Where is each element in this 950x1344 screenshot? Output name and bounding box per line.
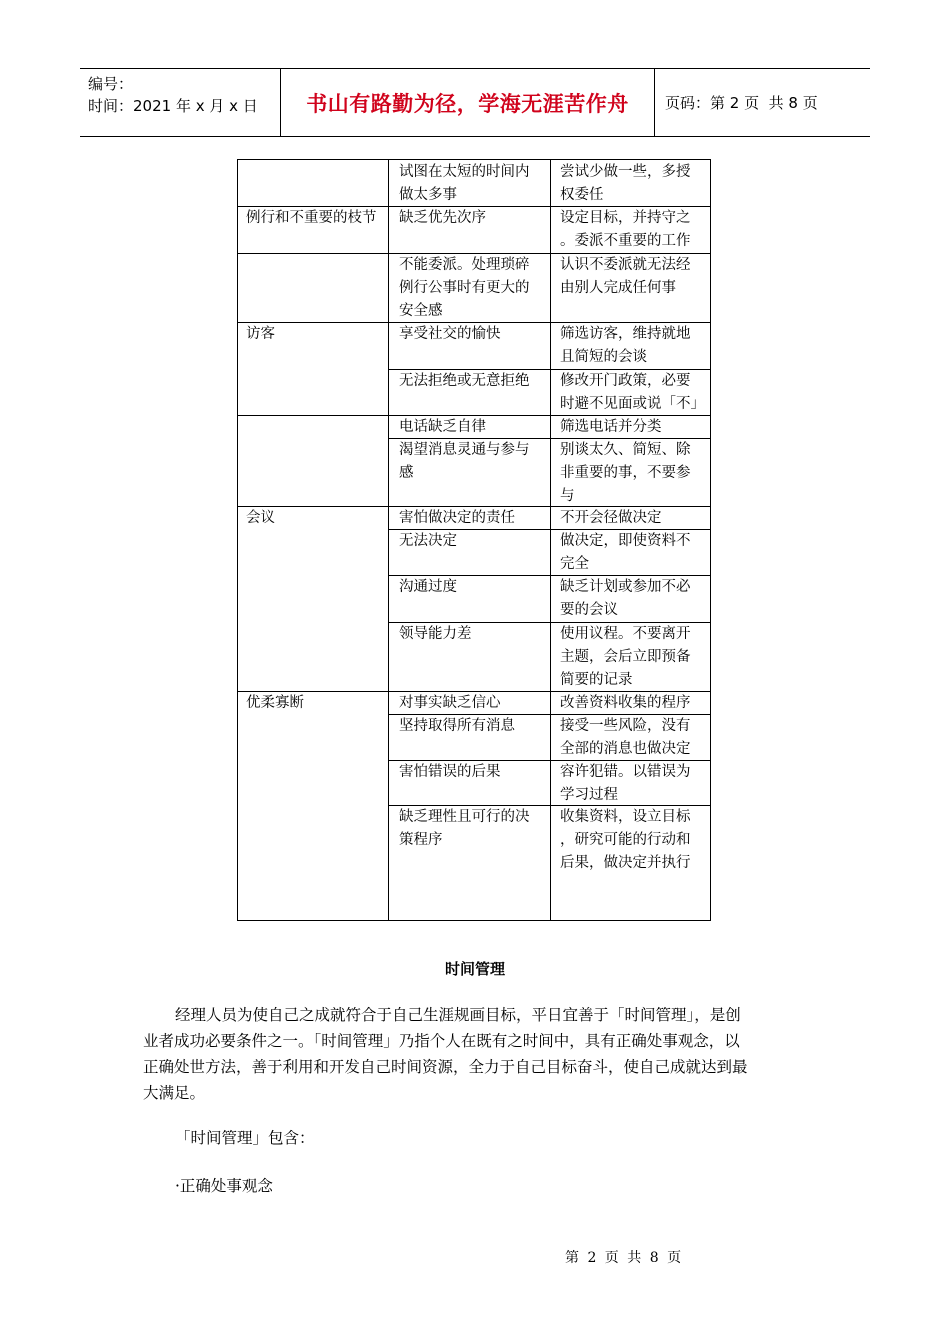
table-cell-solution: 设定目标，并持守之 。委派不重要的工作 (560, 210, 691, 249)
table-cell-cause: 无法拒绝或无意拒绝 (399, 373, 530, 389)
paragraph-line: 业者成功必要条件之一。「时间管理」乃指个人在既有之时间中，具有正确处事观念，以 (143, 1032, 740, 1050)
page-info-text: 页码：第 2 页 共 8 页 (665, 94, 818, 112)
table-cell-cause: 领导能力差 (399, 626, 472, 642)
section-title: 时间管理 (444, 960, 505, 978)
table-cell-category: 访客 (246, 326, 275, 342)
table-cell-cause: 缺乏优先次序 (399, 210, 486, 226)
table-cell-cause: 享受社交的愉快 (399, 326, 501, 342)
time-waster-table (237, 159, 711, 921)
table-cell-cause: 缺乏理性且可行的决 策程序 (399, 809, 530, 848)
table-cell-solution: 接受一些风险，没有 全部的消息也做决定 (560, 718, 691, 757)
time-label: 时间：2021 年 x 月 x 日 (88, 97, 258, 115)
paragraph-line: 大满足。 (143, 1084, 206, 1102)
table-cell-solution: 筛选访客，维持就地 且简短的会谈 (560, 326, 691, 365)
table-cell-solution: 做决定，即使资料不 完全 (560, 533, 691, 572)
intro-paragraph (143, 1002, 807, 1106)
table-cell-cause: 害怕错误的后果 (399, 764, 501, 780)
header-meta (80, 69, 281, 136)
table-cell-cause: 无法决定 (399, 533, 457, 549)
table-cell-solution: 修改开门政策，必要 时避不见面或说「不」 (560, 373, 705, 412)
table-cell-cause: 试图在太短的时间内 做太多事 (399, 164, 530, 203)
table-cell-solution: 不开会径做决定 (560, 510, 662, 526)
table-cell-solution: 筛选电话并分类 (560, 419, 662, 435)
table-cell-solution: 尝试少做一些，多授 权委任 (560, 164, 691, 203)
table-cell-category: 会议 (246, 510, 275, 526)
table-cell-cause: 沟通过度 (399, 579, 457, 595)
table-cell-solution: 改善资料收集的程序 (560, 695, 691, 711)
table-cell-cause: 坚持取得所有消息 (399, 718, 515, 734)
table-cell-solution: 认识不委派就无法经 由别人完成任何事 (560, 257, 691, 296)
table-cell-solution: 别谈太久、简短、除 非重要的事，不要参 与 (560, 442, 691, 504)
table-cell-cause: 电话缺乏自律 (399, 419, 486, 435)
page-footer: 第 2 页 共 8 页 (565, 1250, 682, 1266)
table-cell-solution: 使用议程。不要离开 主题，会后立即预备 简要的记录 (560, 626, 691, 688)
page-header (80, 68, 870, 137)
table-column-divider (388, 160, 389, 920)
table-cell-category: 优柔寡断 (246, 695, 304, 711)
table-cell-solution: 容许犯错。以错误为 学习过程 (560, 764, 691, 803)
bullet-item: ·正确处事观念 (175, 1177, 273, 1195)
includes-line: 「时间管理」包含： (175, 1129, 315, 1147)
table-cell-solution: 缺乏计划或参加不必 要的会议 (560, 579, 691, 618)
table-cell-cause: 不能委派。处理琐碎 例行公事时有更大的 安全感 (399, 257, 530, 319)
table-cell-solution: 收集资料，设立目标 ，研究可能的行动和 后果，做决定并执行 (560, 809, 691, 871)
table-cell-category: 例行和不重要的枝节 (246, 210, 377, 226)
header-page-info (655, 69, 870, 136)
number-label: 编号： (88, 75, 134, 93)
header-motto: 书山有路勤为径，学海无涯苦作舟 (281, 69, 655, 136)
table-cell-cause: 渴望消息灵通与参与 感 (399, 442, 530, 481)
paragraph-line: 经理人员为使自己之成就符合于自己生涯规画目标，平日宜善于「时间管理」，是创 (175, 1006, 741, 1024)
table-column-divider (550, 160, 551, 920)
paragraph-line: 正确处世方法，善于利用和开发自己时间资源，全力于自己目标奋斗，使自己成就达到最 (143, 1058, 748, 1076)
table-cell-cause: 害怕做决定的责任 (399, 510, 515, 526)
table-cell-cause: 对事实缺乏信心 (399, 695, 501, 711)
